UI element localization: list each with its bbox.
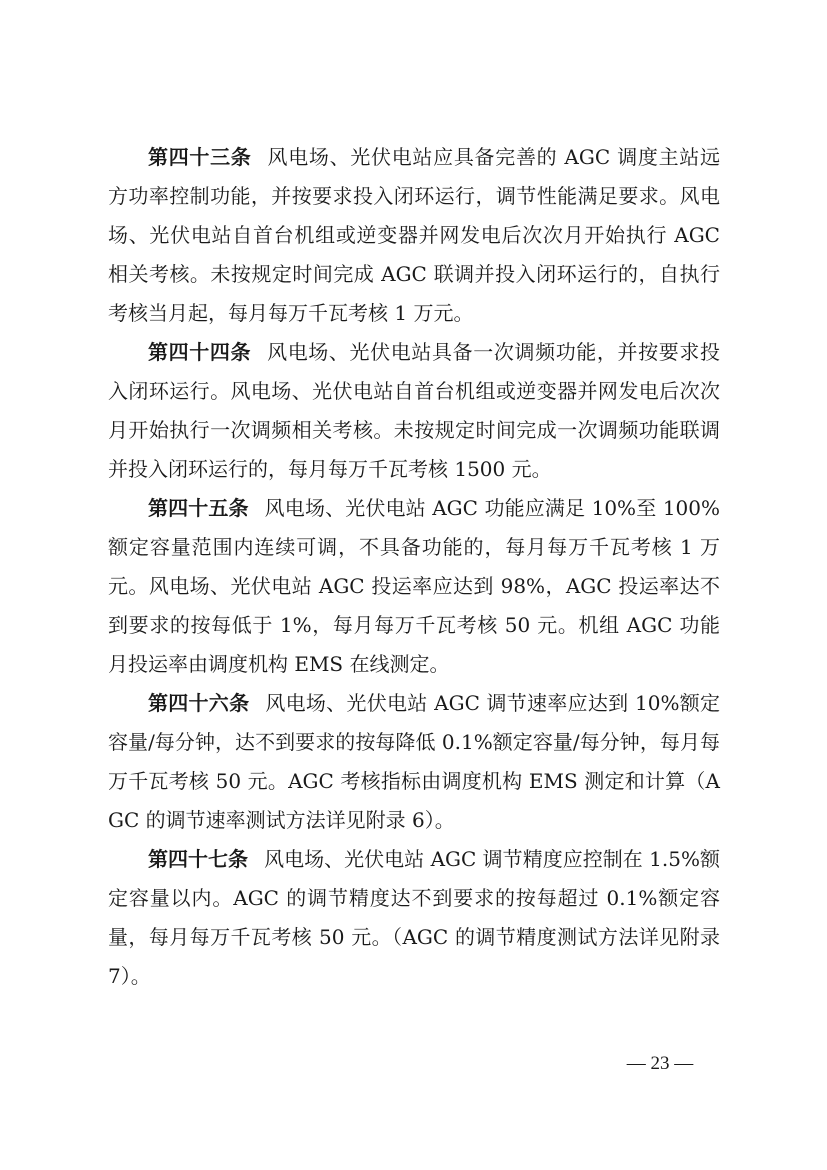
article-number: 第四十三条 <box>148 145 252 169</box>
article-number: 第四十六条 <box>148 691 250 715</box>
article-text: 风电场、光伏电站具备一次调频功能，并按要求投入闭环运行。风电场、光伏电站自首台机组或逆变器并网发电后次次月开始执行一次调频相关考核。未按规定时间完成一次调频功能联调并投入闭环运行的，每月每万千瓦考核 1500 元。 <box>108 340 721 481</box>
article-number: 第四十四条 <box>148 340 252 364</box>
article-45 <box>108 489 720 684</box>
article-43 <box>108 138 720 333</box>
article-number: 第四十五条 <box>148 496 249 520</box>
page-number: — 23 — <box>626 1053 694 1074</box>
article-47 <box>108 840 720 996</box>
article-text: 风电场、光伏电站 AGC 调节速率应达到 10%额定容量/每分钟，达不到要求的按每降低 0.1%额定容量/每分钟，每月每万千瓦考核 50 元。AGC 考核指标由调度机构 EMS 测定和计算（AGC 的调节速率测试方法详见附录 6）。 <box>108 691 721 832</box>
document-body <box>108 138 720 996</box>
article-text: 风电场、光伏电站 AGC 功能应满足 10%至 100%额定容量范围内连续可调，不具备功能的，每月每万千瓦考核 1 万元。风电场、光伏电站 AGC 投运率应达到 98%，AGC 投运率达不到要求的按每低于 1%，每月每万千瓦考核 50 元。机组 AGC 功能月投运率由调度机构 EMS 在线测定。 <box>108 496 720 676</box>
article-number: 第四十七条 <box>148 847 249 871</box>
article-44 <box>108 333 720 489</box>
article-text: 风电场、光伏电站 AGC 调节精度应控制在 1.5%额定容量以内。AGC 的调节精度达不到要求的按每超过 0.1%额定容量，每月每万千瓦考核 50 元。（AGC 的调节精度测试方法详见附录 7）。 <box>108 847 720 988</box>
article-text: 风电场、光伏电站应具备完善的 AGC 调度主站远方功率控制功能，并按要求投入闭环运行，调节性能满足要求。风电场、光伏电站自首台机组或逆变器并网发电后次次月开始执行 AGC 相关考核。未按规定时间完成 AGC 联调并投入闭环运行的，自执行考核当月起，每月每万千瓦考核 1 万元。 <box>108 145 721 325</box>
article-46 <box>108 684 720 840</box>
